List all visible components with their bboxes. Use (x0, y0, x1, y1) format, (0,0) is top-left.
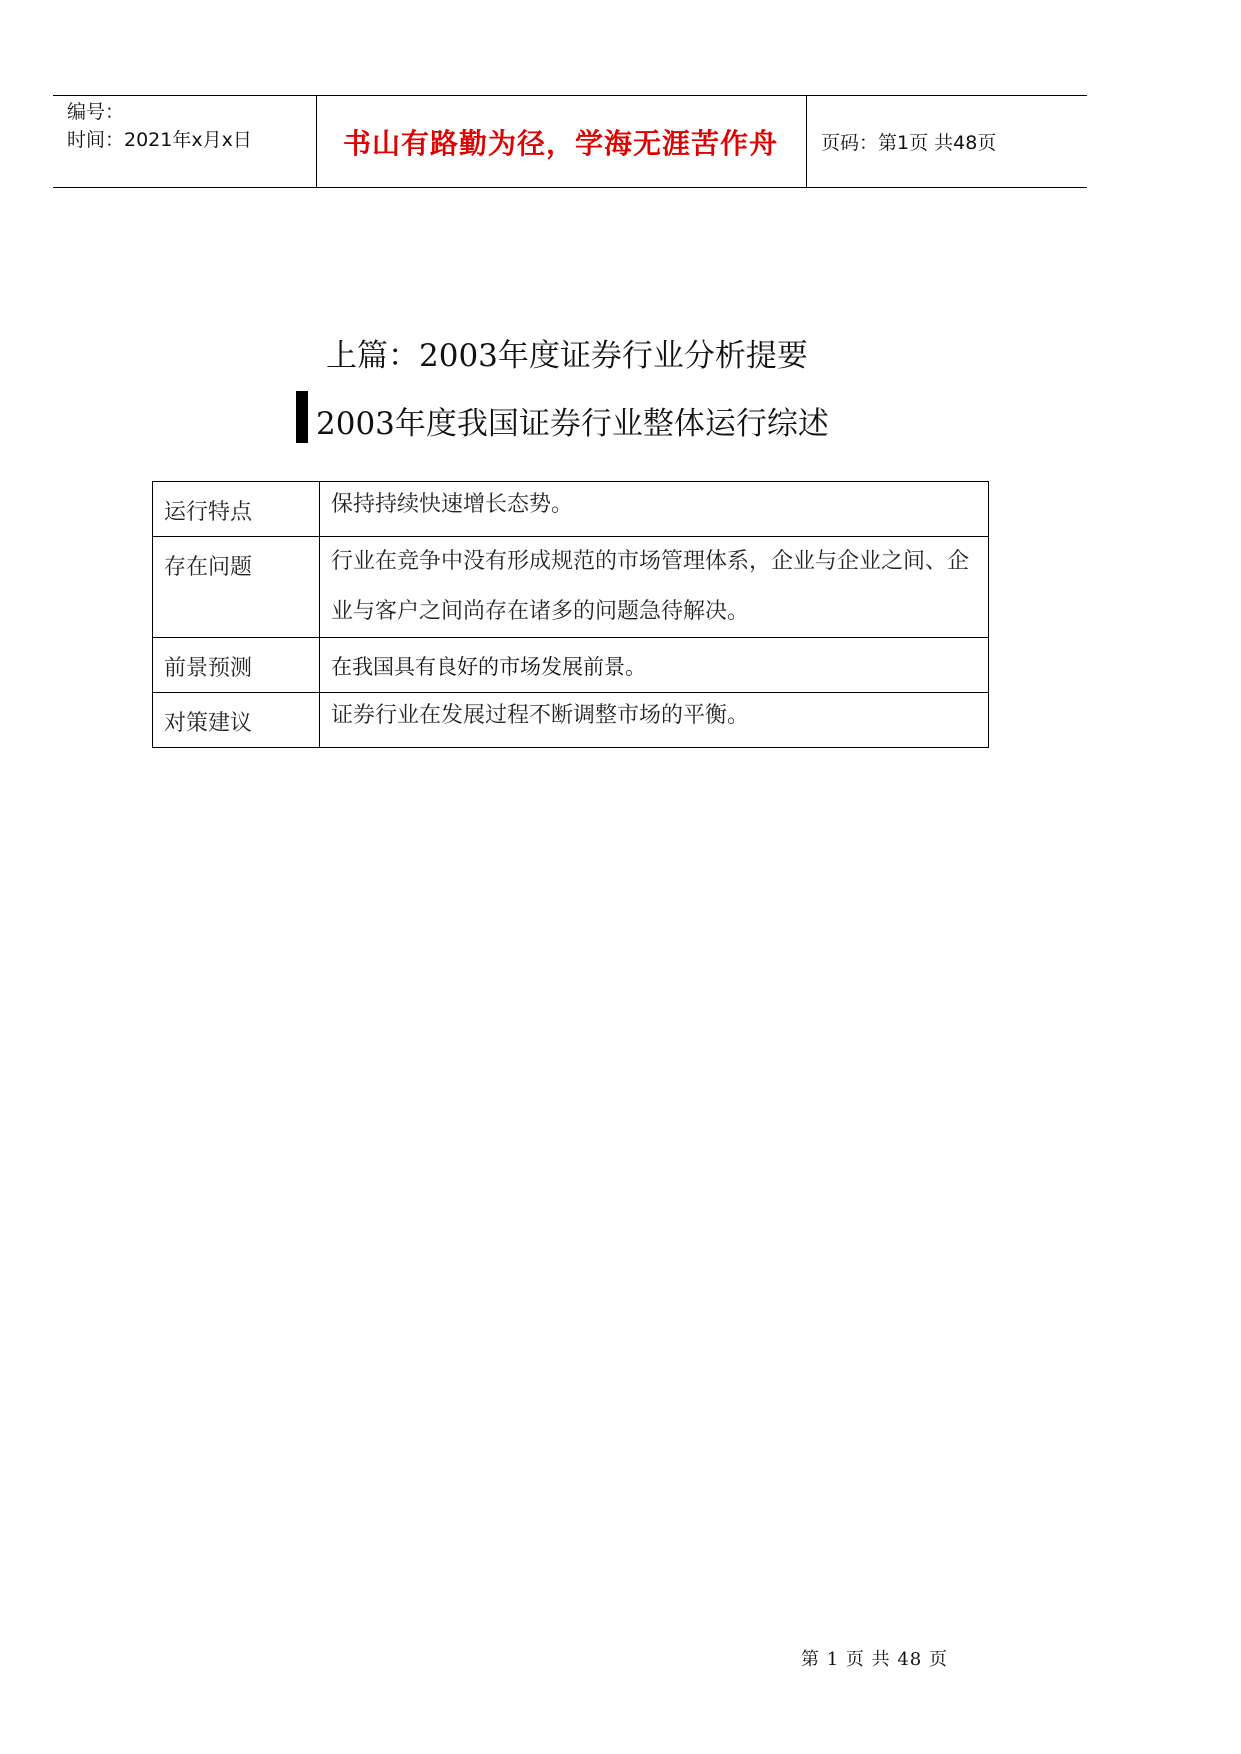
row-content: 行业在竞争中没有形成规范的市场管理体系，企业与企业之间、企业与客户之间尚存在诸多的问题急待解决。 (320, 537, 989, 638)
row-content: 保持持续快速增长态势。 (320, 482, 989, 537)
section-title: 上篇：2003年度证券行业分析提要 (326, 338, 808, 374)
header-page-info-cell (807, 96, 1087, 187)
document-header (53, 95, 1087, 188)
table-row (153, 693, 989, 748)
header-motto: 书山有路勤为径，学海无涯苦作舟 (343, 126, 779, 160)
summary-table (152, 481, 989, 748)
row-label: 对策建议 (153, 693, 320, 748)
row-content: 证券行业在发展过程不断调整市场的平衡。 (320, 693, 989, 748)
table-row (153, 638, 989, 693)
row-content: 在我国具有良好的市场发展前景。 (320, 638, 989, 693)
header-page-info: 页码：第1页 共48页 (821, 132, 997, 154)
subsection-heading (296, 390, 829, 443)
table-row (153, 482, 989, 537)
row-label: 运行特点 (153, 482, 320, 537)
table-row (153, 537, 989, 638)
header-motto-cell (317, 96, 807, 187)
row-label: 存在问题 (153, 537, 320, 638)
row-label: 前景预测 (153, 638, 320, 693)
page-footer: 第 1 页 共 48 页 (801, 1649, 948, 1670)
document-number-label: 编号： (67, 101, 125, 123)
heading-bar-marker (296, 391, 308, 443)
subsection-title: 2003年度我国证券行业整体运行综述 (316, 406, 829, 442)
header-meta (53, 96, 317, 187)
document-date: 时间：2021年x月x日 (67, 129, 252, 151)
